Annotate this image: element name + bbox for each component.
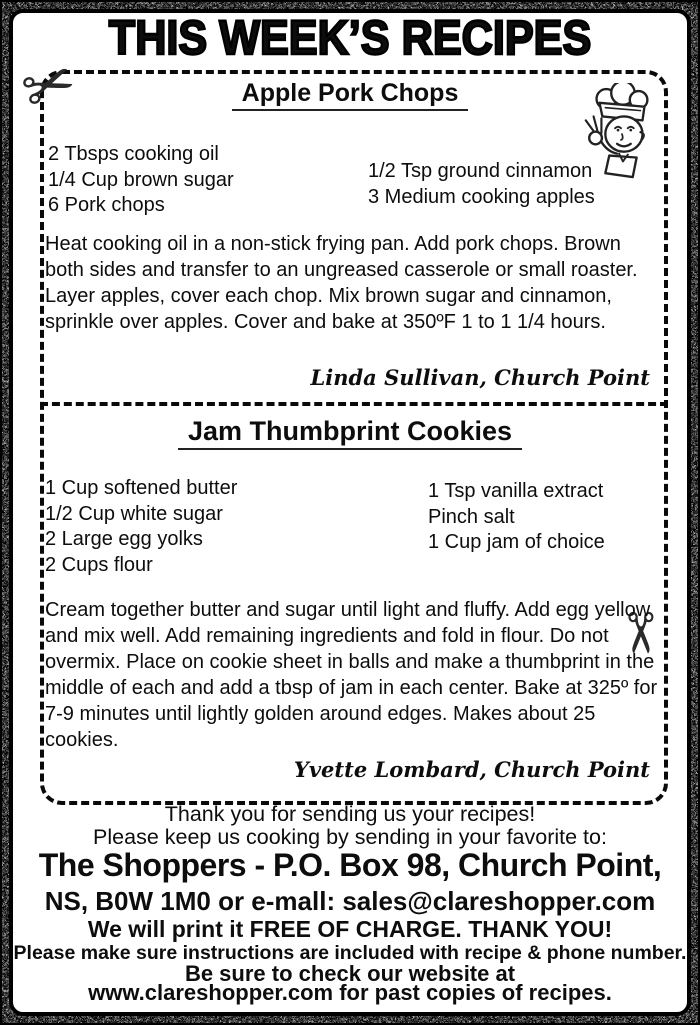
ingredient: 1 Cup softened butter	[45, 477, 238, 499]
recipe-2-ingredients-right	[428, 479, 605, 556]
footer-address-line-1: The Shoppers - P.O. Box 98, Church Point,	[38, 847, 662, 883]
recipe-1-instructions: Heat cooking oil in a non-stick frying pan. Add pork chops. Brown both sides and transfer to an ungreased casserole or small roaster. Layer apples, cover each chop. Mix brown sugar and cinnamon, sprinkle over apples. Cover and bake at 350ºF 1 to 1 1/4 hours.	[45, 233, 638, 333]
footer-thanks-line-2: Please keep us cooking by sending in your favorite to:	[93, 825, 607, 849]
ingredient: 2 Large egg yolks	[45, 528, 203, 550]
footer-free-of-charge-line: We will print it FREE OF CHARGE. THANK YOU!	[87, 916, 613, 942]
ingredient: Pinch salt	[428, 505, 515, 528]
recipe-1-ingredients-left	[48, 142, 234, 219]
paper-card	[9, 9, 691, 1016]
ingredient: 1 Cup jam of choice	[428, 531, 605, 553]
footer-website-line-2: www.clareshopper.com for past copies of recipes.	[88, 980, 612, 1005]
ingredient: 3 Medium cooking apples	[368, 185, 595, 208]
footer-address-line-2: NS, B0W 1M0 or e-mall: sales@clareshopper.com	[44, 886, 656, 916]
footer-website-line-1: Be sure to check our website at	[184, 961, 516, 986]
recipe-2-ingredients-left	[45, 476, 237, 578]
footer-note-line: Please make sure instructions are included with recipe & phone number.	[13, 942, 687, 964]
recipe-2-attribution: Yvette Lombard, Church Point	[293, 757, 650, 782]
ingredient: 6 Pork chops	[48, 194, 165, 216]
recipe-1-ingredients-right	[368, 159, 595, 210]
ingredient: 2 Cups flour	[45, 553, 153, 576]
recipe-1-title: Apple Pork Chops	[232, 79, 469, 111]
recipe-divider-dashed-line	[40, 402, 668, 406]
recipe-2-title: Jam Thumbprint Cookies	[178, 416, 522, 450]
ingredient: 1/2 Cup white sugar	[45, 502, 223, 525]
recipe-1-heading-row	[13, 79, 687, 111]
scissors-icon: ✂	[606, 609, 672, 657]
footer-thanks-line-1: Thank you for sending us your recipes!	[164, 802, 536, 826]
recipe-2-instructions: Cream together butter and sugar until light and fluffy. Add egg yellow and mix well. Add remaining ingredients and fold in flour. Do not overmix. Place on cookie sheet in balls and make a thumbprint in the middle of each and add a tbsp of jam in each center. Bake at 325º for 7-9 minutes until lightly golden around edges. Makes about 25 cookies.	[45, 599, 658, 751]
ingredient: 1 Tsp vanilla extract	[428, 480, 604, 502]
page-title-row	[13, 13, 687, 66]
recipe-1-attribution: Linda Sullivan, Church Point	[310, 365, 650, 390]
page-title: THIS WEEK’S RECIPES	[108, 12, 592, 65]
scissors-icon: ✂	[11, 42, 86, 129]
ingredient: 1/2 Tsp ground cinnamon	[368, 160, 593, 182]
ingredient: 2 Tbsps cooking oil	[48, 143, 219, 165]
recipe-2-heading-row	[13, 416, 687, 450]
ingredient: 1/4 Cup brown sugar	[48, 168, 234, 191]
